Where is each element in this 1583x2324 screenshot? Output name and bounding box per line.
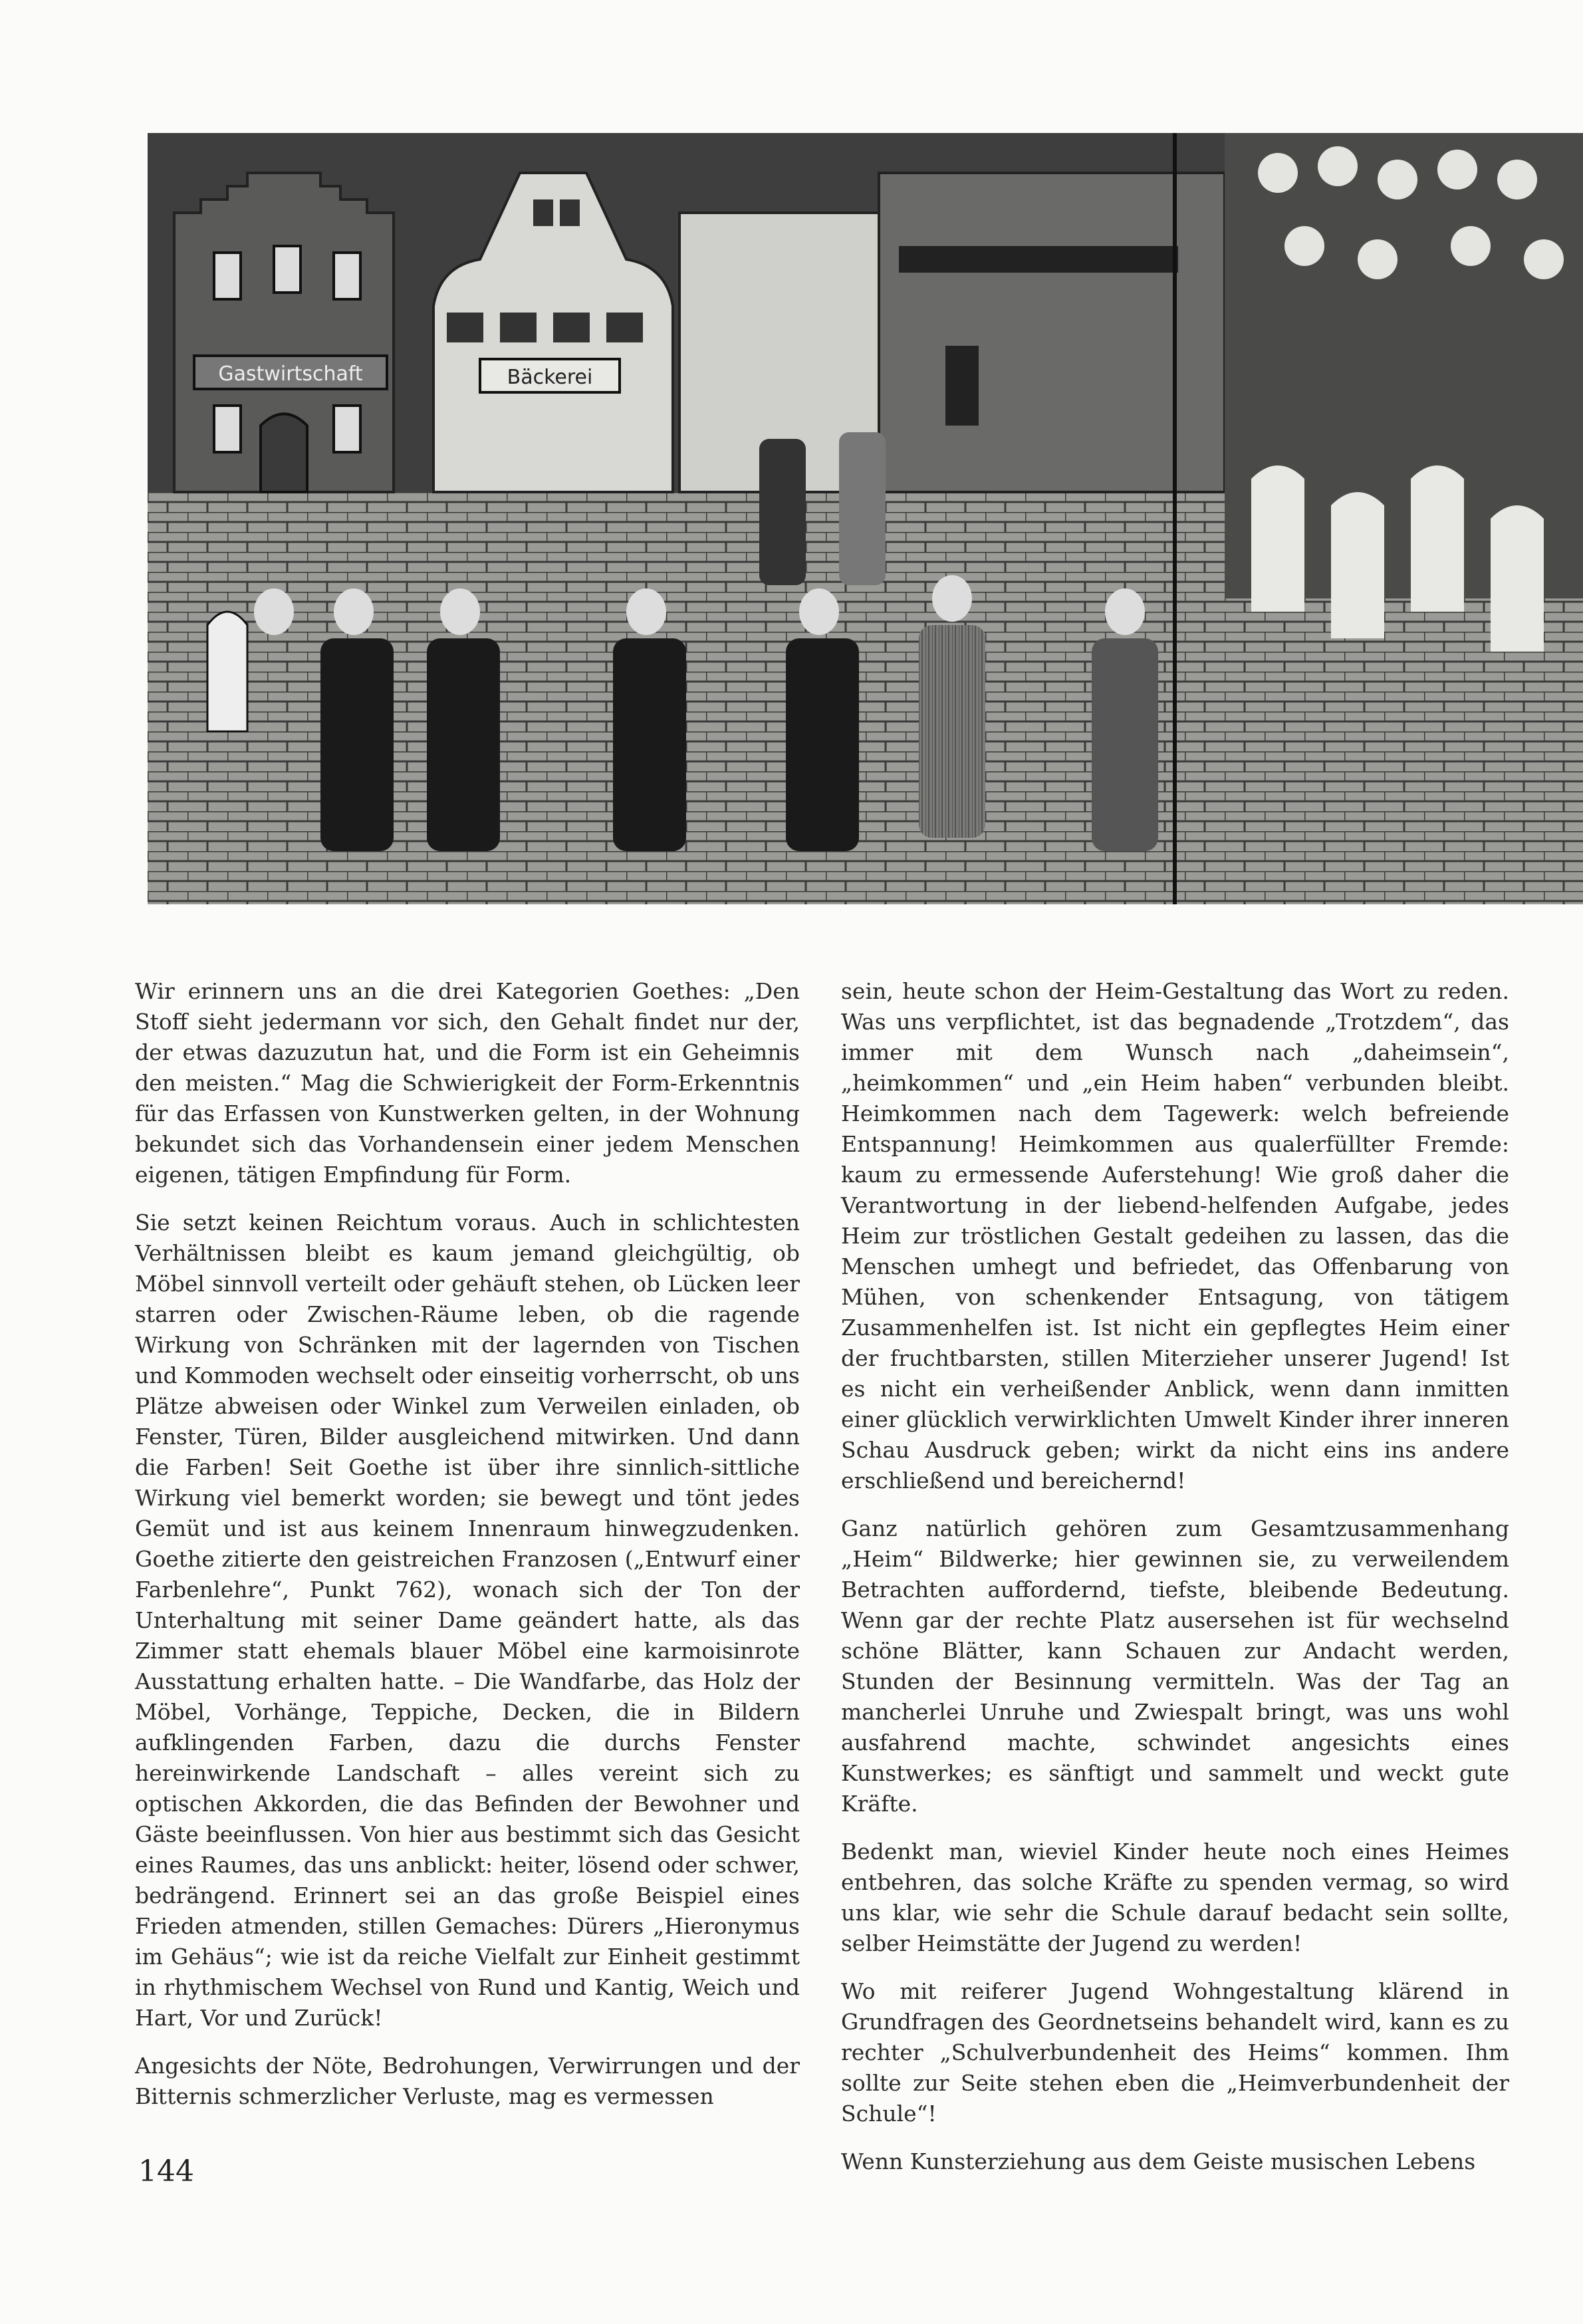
paragraph: Ganz natürlich gehören zum Gesamtzusammenhang „Heim“ Bildwerke; hier gewinnen sie, zu verweilendem Betrachten auffordernd, tiefste, bleibende Bedeutung. Wenn gar der rechte Platz ausersehen ist für wechselnd schöne Blätter, kann Schauen zur Andacht werden, Stunden der Besinnung vermitteln. Was der Tag an mancherlei Unruhe und Zwiespalt bringt, was uns wohl ausfahrend machte, schwindet angesichts eines Kunstwerkes; es sänftigt und sammelt und weckt gute Kräfte.: [841, 1515, 1509, 1817]
procession-illustration: [148, 133, 1583, 904]
paragraph: Wo mit reiferer Jugend Wohngestaltung klärend in Grundfragen des Geordnetseins behandelt wird, kann es zu rechter „Schulverbundenheit des Heims“ kommen. Ihm sollte zur Seite stehen eben die „Heimverbundenheit der Schule“!: [841, 1978, 1509, 2127]
crowd: [1225, 133, 1583, 652]
left-text-column: [135, 976, 800, 2129]
illustration-drawing: [148, 133, 1583, 904]
page-number: 144: [138, 2154, 194, 2188]
bakery-sign: Bäckerei: [507, 366, 593, 389]
inn-sign: Gastwirtschaft: [218, 362, 363, 386]
right-text-column: [841, 976, 1509, 2194]
paragraph: Wir erinnern uns an die drei Kategorien Goethes: „Den Stoff sieht jedermann vor sich, den Gehalt findet nur der, der etwas dazuzutun hat, und die Form ist ein Geheimnis den meisten.“ Mag die Schwierigkeit der Form-Erkenntnis für das Erfassen von Kunstwerken gelten, in der Wohnung bekundet sich das Vorhandensein einer jedem Menschen eigenen, tätigen Empfindung für Form.: [135, 978, 800, 1188]
inn-building: [174, 173, 394, 492]
paragraph: sein, heute schon der Heim-Gestaltung das Wort zu reden. Was uns verpflichtet, ist das begnadende „Trotzdem“, das immer mit dem Wunsch nach „daheimsein“, „heimkommen“ und „ein Heim haben“ verbunden bleibt. Heimkommen nach dem Tagewerk: welch befreiende Entspannung! Heimkommen aus qualerfüllter Fremde: kaum zu ermessende Auferstehung! Wie groß daher die Verantwortung in der liebend-helfenden Aufgabe, jedes Heim zur tröstlichen Gestalt gedeihen zu lassen, das die Menschen umhegt und befriedet, das Offenbarung von Mühen, von schenkender Entsagung, von tätigem Zusammenhelfen ist. Ist nicht ein gepflegtes Heim einer der fruchtbarsten, stillen Miterzieher unserer Jugend! Ist es nicht ein verheißender Anblick, wenn dann inmitten einer glücklich verwirklichten Umwelt Kinder ihrer inneren Schau Ausdruck geben; wirkt da nicht eins ins andere erschließend und bereichernd!: [841, 978, 1509, 1493]
paragraph: Wenn Kunsterziehung aus dem Geiste musischen Lebens: [841, 2148, 1476, 2174]
paragraph: Bedenkt man, wieviel Kinder heute noch eines Heimes entbehren, das solche Kräfte zu spenden vermag, so wird uns klar, wie sehr die Schule darauf bedacht sein sollte, selber Heimstätte der Jugend zu werden!: [841, 1839, 1509, 1956]
paragraph: Angesichts der Nöte, Bedrohungen, Verwirrungen und der Bitternis schmerzlicher Verluste, mag es vermessen: [135, 2053, 800, 2109]
paragraph: Sie setzt keinen Reichtum voraus. Auch in schlichtesten Verhältnissen bleibt es kaum jemand gleichgültig, ob Möbel sinnvoll verteilt oder gehäuft stehen, ob Lücken leer starren oder Zwischen-Räume leben, ob die ragende Wirkung von Schränken mit der lagernden von Tischen und Kommoden wechselt oder einseitig vorherrscht, ob uns Plätze abweisen oder Winkel zum Verweilen einladen, ob Fenster, Türen, Bilder ausgleichend mitwirken. Und dann die Farben! Seit Goethe ist über ihre sinnlich-sittliche Wirkung viel bemerkt worden; sie bewegt und tönt jedes Gemüt und ist aus keinem Innenraum hinwegzudenken. Goethe zitierte den geistreichen Franzosen („Entwurf einer Farbenlehre“, Punkt 762), wonach sich der Ton der Unterhaltung mit seiner Dame geändert hatte, als das Zimmer statt ehemals blauer Möbel eine karmoisinrote Ausstattung erhalten hatte. – Die Wandfarbe, das Holz der Möbel, Vorhänge, Teppiche, Decken, die in Bildern aufklingenden Farben, dazu die durchs Fenster hereinwirkende Landschaft – alles vereint sich zu optischen Akkorden, die das Befinden der Bewohner und Gäste beeinflussen. Von hier aus bestimmt sich das Gesicht eines Raumes, das uns anblickt: heiter, lösend oder schwer, bedrängend. Erinnert sei an das große Beispiel eines Frieden atmenden, stillen Gemaches: Dürers „Hieronymus im Gehäus“; wie ist da reiche Vielfalt zur Einheit gestimmt in rhythmischem Wechsel von Rund und Kantig, Weich und Hart, Vor und Zurück!: [135, 1210, 800, 2031]
